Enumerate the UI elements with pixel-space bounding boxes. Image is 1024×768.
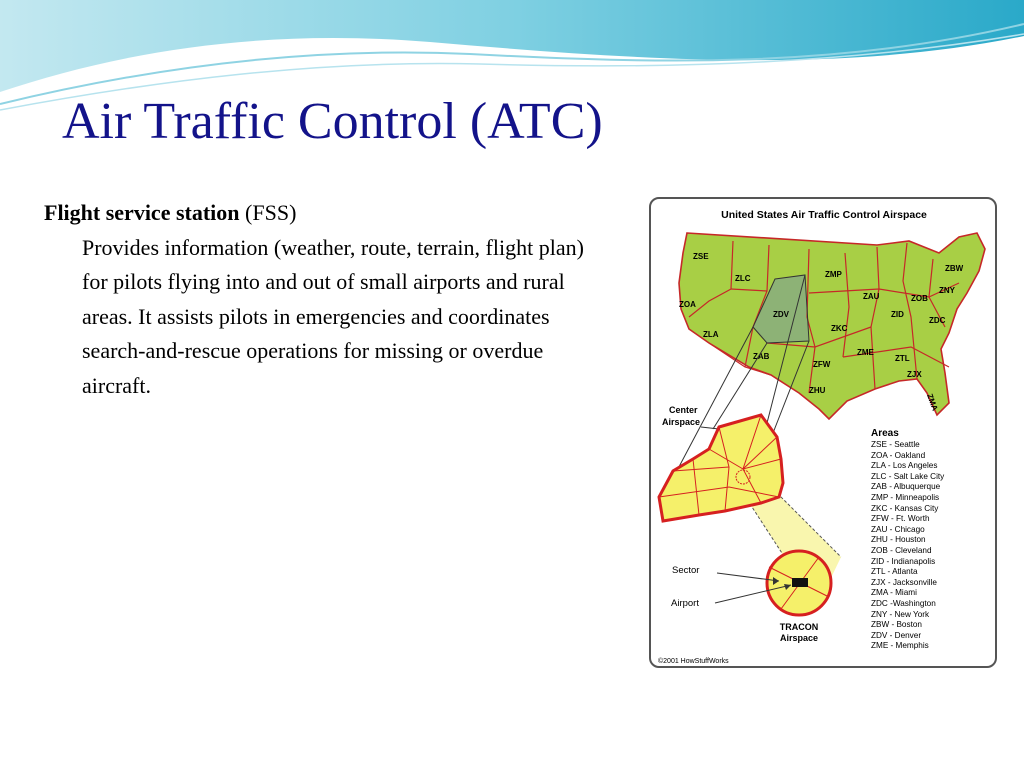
map-code: ZTL (895, 354, 910, 363)
airport-symbol (792, 578, 808, 587)
areas-legend-item: ZMP - Minneapolis (871, 492, 940, 502)
areas-legend-item: ZOA - Oakland (871, 450, 926, 460)
map-code: ZJX (907, 370, 922, 379)
areas-legend-item: ZHU - Houston (871, 535, 926, 545)
map-code: ZLC (735, 274, 751, 283)
map-code: ZAB (753, 352, 770, 361)
areas-legend-item: ZDV - Denver (871, 630, 922, 640)
tracon-label-line-2: Airspace (779, 633, 819, 643)
areas-legend (871, 427, 944, 652)
fss-term: Flight service station (44, 200, 240, 225)
fss-description: Provides information (weather, route, terrain, flight plan) for pilots flying into and out of small airports and rural areas. It assists pilots in emergencies and coordinates search-and-rescue operations for missing or overdue aircraft. (82, 234, 584, 398)
center-label-line-1: Center (669, 405, 698, 415)
map-code: ZDC (929, 316, 946, 325)
map-code: ZID (891, 310, 904, 319)
areas-legend-item: ZAU - Chicago (871, 524, 925, 534)
areas-legend-item: ZOB - Cleveland (871, 545, 932, 555)
fss-heading (44, 196, 604, 231)
map-code: ZAU (863, 292, 880, 301)
map-code: ZDV (773, 310, 789, 319)
atc-airspace-illustration (649, 197, 997, 668)
map-code: ZLA (703, 330, 719, 339)
areas-legend-title: Areas (871, 428, 899, 439)
areas-legend-item: ZKC - Kansas City (871, 503, 939, 513)
fss-abbrev: (FSS) (245, 200, 297, 225)
map-code: ZSE (693, 252, 709, 261)
center-label-line-2: Airspace (662, 417, 701, 427)
map-code: ZNY (939, 286, 955, 295)
map-code: ZFW (813, 360, 831, 369)
areas-legend-item: ZBW - Boston (871, 620, 922, 630)
airport-label: Airport (671, 598, 699, 609)
map-code: ZKC (831, 324, 848, 333)
areas-legend-item: ZME - Memphis (871, 641, 929, 651)
map-code: ZOB (911, 294, 928, 303)
areas-legend-item: ZLC - Salt Lake City (871, 471, 945, 481)
map-code: ZBW (945, 264, 964, 273)
areas-legend-item: ZLA - Los Angeles (871, 461, 938, 471)
map-code: ZHU (809, 386, 826, 395)
areas-legend-item: ZID - Indianapolis (871, 556, 936, 566)
map-code: ZMA (925, 392, 940, 412)
areas-legend-item: ZMA - Miami (871, 588, 917, 598)
copyright-note: ©2001 HowStuffWorks (658, 658, 729, 665)
slide-body (44, 196, 604, 404)
areas-legend-item: ZFW - Ft. Worth (871, 514, 930, 524)
areas-legend-item: ZDC -Washington (871, 598, 936, 608)
areas-legend-item: ZAB - Albuquerque (871, 482, 941, 492)
atc-airspace-figure (649, 197, 997, 668)
areas-legend-item: ZSE - Seattle (871, 440, 920, 449)
map-code: ZOA (679, 300, 696, 309)
slide-title: Air Traffic Control (ATC) (62, 93, 603, 150)
map-code: ZMP (825, 270, 842, 279)
areas-legend-item: ZJX - Jacksonville (871, 577, 937, 587)
areas-legend-item: ZNY - New York (871, 609, 930, 619)
sector-label: Sector (672, 565, 700, 576)
tracon-label-line-1: TRACON (779, 622, 819, 632)
figure-title: United States Air Traffic Control Airspace (721, 209, 927, 221)
map-code: ZME (857, 348, 874, 357)
areas-legend-item: ZTL - Atlanta (871, 567, 918, 577)
